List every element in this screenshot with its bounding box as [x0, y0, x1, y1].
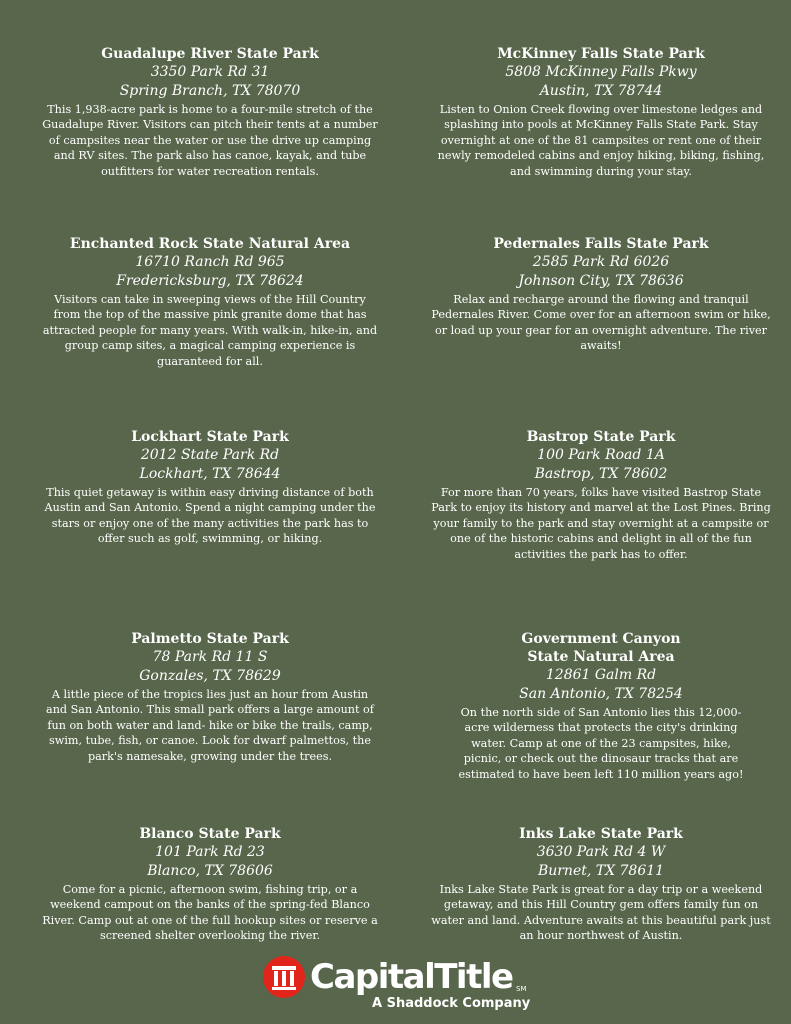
park-description: Listen to Onion Creek flowing over limestone ledges and splashing into pools at McKinney Falls State Park. Stay overnight at one of the 81 campsites or rent one of their newly remodeled cabins and enjoy hiking, biking, fishing, and swimming during your stay. [437, 103, 765, 178]
park-card [40, 630, 380, 764]
park-name: Blanco State Park [139, 826, 281, 842]
park-description: Come for a picnic, afternoon swim, fishing trip, or a weekend campout on the banks of the spring-fed Blanco River. Camp out at one of the full hookup sites or reserve a screened shelter overlooking the river. [42, 883, 378, 943]
brand-tagline: A Shaddock Company [372, 996, 531, 1011]
park-card [431, 235, 771, 354]
park-city: Bastrop, TX 78602 [534, 466, 668, 482]
park-city: San Antonio, TX 78254 [519, 686, 683, 702]
park-card [40, 45, 380, 179]
park-card [40, 825, 380, 944]
park-description: On the north side of San Antonio lies this 12,000-acre wilderness that protects the city's drinking water. Camp at one of the 23 campsites, hike, picnic, or check out the dinosaur tracks that are estimated to have been left 110 million years ago! [458, 706, 744, 781]
park-street: 12861 Galm Rd [545, 667, 657, 683]
park-city: Lockhart, TX 78644 [139, 466, 281, 482]
park-name: Lockhart State Park [131, 429, 289, 445]
park-street: 101 Park Rd 23 [155, 844, 265, 860]
park-city: Gonzales, TX 78629 [139, 668, 281, 684]
company-logo [262, 955, 532, 1017]
brand-name: CapitalTitle [310, 957, 513, 997]
park-description: Visitors can take in sweeping views of the Hill Country from the top of the massive pink granite dome that has attracted people for many years. With walk-in, hike-in, and group camp sites, a magical camping experience is guaranteed for all. [42, 293, 378, 368]
park-street: 3350 Park Rd 31 [150, 64, 270, 80]
park-street: 2012 State Park Rd [140, 447, 280, 463]
park-description: A little piece of the tropics lies just an hour from Austin and San Antonio. This small park offers a large amount of fun on both water and land- hike or bike the trails, camp, swim, tube, fish, or canoe. Look for dwarf palmettos, the park's namesake, growing under the trees. [46, 688, 374, 763]
park-card [431, 45, 771, 179]
park-street: 100 Park Road 1A [537, 447, 665, 463]
park-city: Austin, TX 78744 [539, 83, 663, 99]
park-name: Inks Lake State Park [519, 826, 683, 842]
park-name: Palmetto State Park [131, 631, 289, 647]
park-city: Blanco, TX 78606 [147, 863, 273, 879]
park-name: Enchanted Rock State Natural Area [69, 236, 351, 252]
park-card [451, 630, 751, 782]
park-card [431, 825, 771, 944]
park-city: Johnson City, TX 78636 [518, 273, 684, 289]
park-name: Guadalupe River State Park [101, 46, 319, 62]
park-description: Relax and recharge around the flowing and tranquil Pedernales River. Come over for an afternoon swim or hike, or load up your gear for an overnight adventure. The river awaits! [431, 293, 771, 353]
park-description: This quiet getaway is within easy driving distance of both Austin and San Antonio. Spend a night camping under the stars or enjoy one of the many activities the park has to offer such as golf, swimming, or hiking. [44, 486, 376, 546]
columns-emblem-icon [262, 955, 306, 999]
park-card [431, 428, 771, 562]
park-description: This 1,938-acre park is home to a four-mile stretch of the Guadalupe River. Visitors can pitch their tents at a number of campsites near the water or use the drive up camping and RV sites. The park also has canoe, kayak, and tube outfitters for water recreation rentals. [42, 103, 378, 178]
service-mark: SM [516, 985, 527, 993]
park-card [40, 235, 380, 369]
park-name: Pedernales Falls State Park [493, 236, 709, 252]
park-street: 3630 Park Rd 4 W [536, 844, 666, 860]
park-description: For more than 70 years, folks have visited Bastrop State Park to enjoy its history and marvel at the Lost Pines. Bring your family to the park and stay overnight at a campsite or one of the historic cabins and delight in all of the fun activities the park has to offer. [431, 486, 771, 561]
park-card [40, 428, 380, 547]
park-name: Government Canyon State Natural Area [521, 631, 681, 665]
park-city: Spring Branch, TX 78070 [119, 83, 301, 99]
park-city: Burnet, TX 78611 [537, 863, 665, 879]
park-name: McKinney Falls State Park [497, 46, 705, 62]
park-description: Inks Lake State Park is great for a day trip or a weekend getaway, and this Hill Country gem offers family fun on water and land. Adventure awaits at this beautiful park just an hour northwest of Austin. [431, 883, 771, 943]
park-city: Fredericksburg, TX 78624 [116, 273, 304, 289]
park-street: 2585 Park Rd 6026 [532, 254, 670, 270]
park-street: 5808 McKinney Falls Pkwy [505, 64, 697, 80]
park-street: 78 Park Rd 11 S [152, 649, 268, 665]
park-street: 16710 Ranch Rd 965 [135, 254, 285, 270]
park-name: Bastrop State Park [526, 429, 676, 445]
